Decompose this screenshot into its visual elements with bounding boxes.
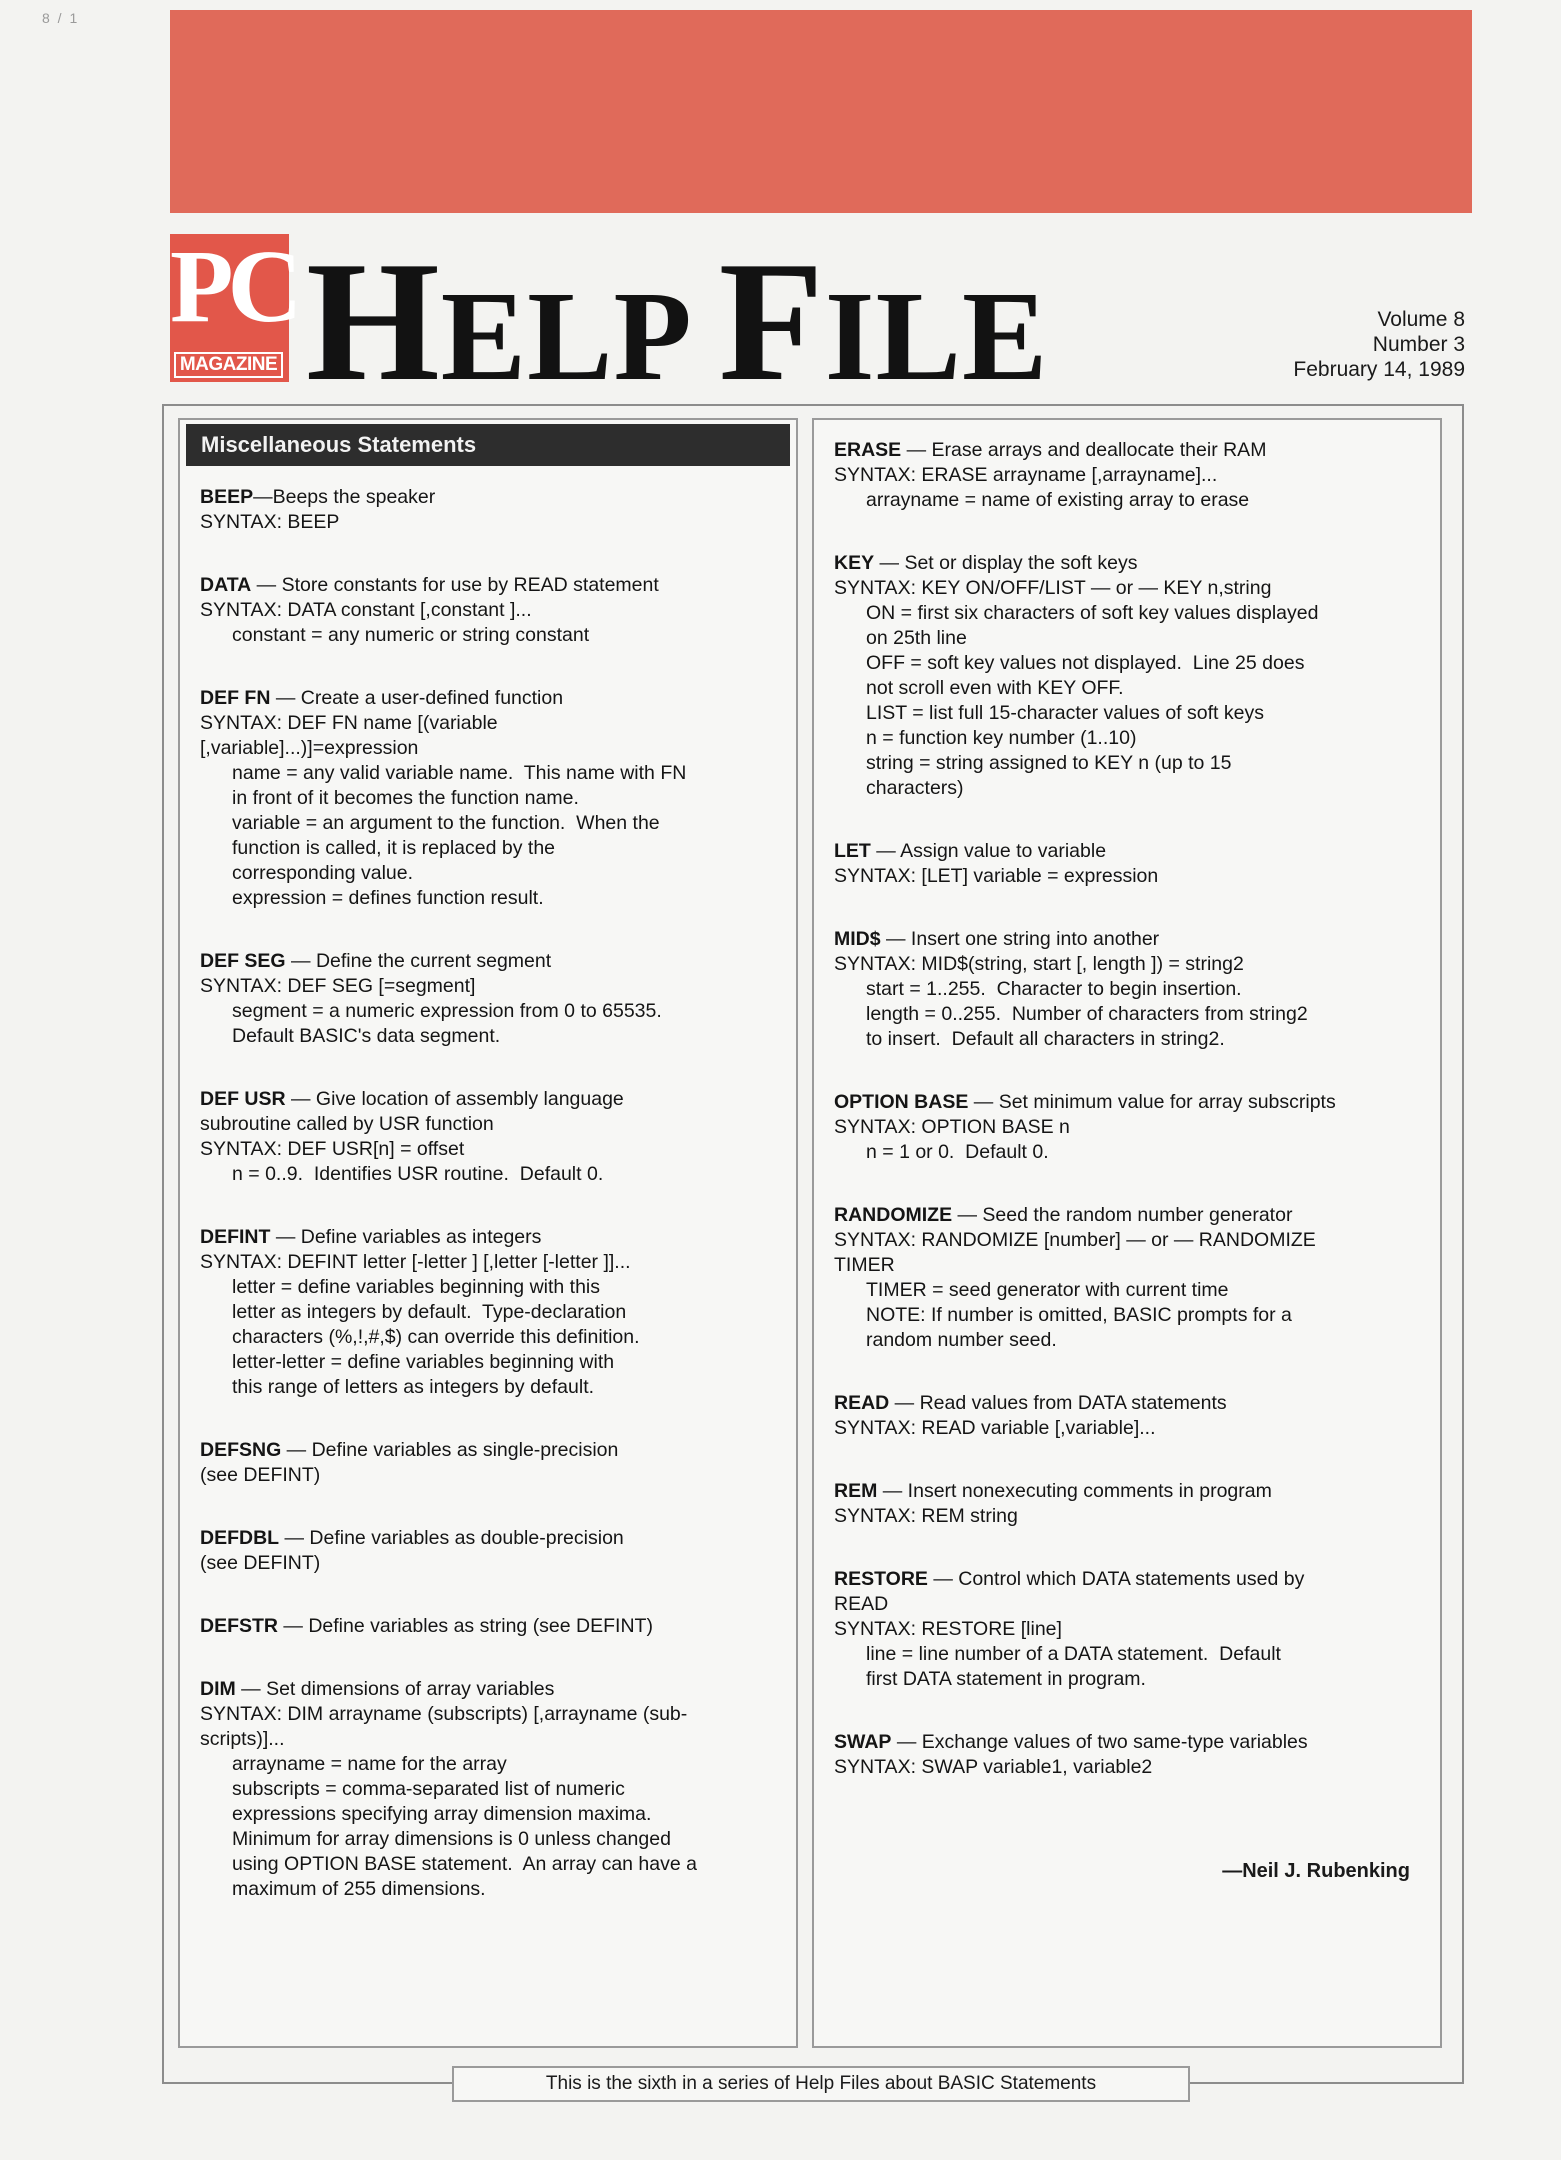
statement-text: SYNTAX: DATA constant [,constant ]... xyxy=(200,599,532,621)
entry-line xyxy=(200,598,790,623)
statement-text: — Set minimum value for array subscripts xyxy=(968,1091,1336,1113)
entry-detail-line xyxy=(200,786,790,811)
author-signature: —Neil J. Rubenking xyxy=(1222,1860,1410,1882)
statement-entry xyxy=(834,839,1424,889)
entry-detail-line xyxy=(200,1752,790,1777)
statement-entry xyxy=(834,927,1424,1052)
statement-text: characters) xyxy=(866,777,964,799)
issue-volume: Volume 8 xyxy=(1377,308,1465,331)
statement-entry xyxy=(834,1391,1424,1441)
statement-text: name = any valid variable name. This name with FN xyxy=(232,762,687,784)
statement-name: ERASE xyxy=(834,439,902,461)
entry-detail-line xyxy=(200,623,790,648)
title-h: H xyxy=(306,227,441,417)
statement-text: letter-letter = define variables beginning with xyxy=(232,1351,615,1373)
entry-detail-line xyxy=(200,1827,790,1852)
entry-line xyxy=(834,864,1424,889)
statement-entry xyxy=(200,1087,790,1187)
logo-magazine-text: MAGAZINE xyxy=(174,352,283,378)
entry-line xyxy=(834,551,1424,576)
statement-text: LIST = list full 15-character values of soft keys xyxy=(866,702,1264,724)
entry-detail-line xyxy=(834,626,1424,651)
statement-text: SYNTAX: DEF FN name [(variable xyxy=(200,712,498,734)
statement-entry xyxy=(200,1677,790,1902)
entry-detail-line xyxy=(200,1375,790,1400)
entry-detail-line xyxy=(200,1325,790,1350)
statement-name: DATA xyxy=(200,574,252,596)
statement-text: length = 0..255. Number of characters from string2 xyxy=(866,1003,1308,1025)
statement-name: BEEP xyxy=(200,486,254,508)
entry-line xyxy=(834,1592,1424,1617)
statement-entry xyxy=(200,1225,790,1400)
statement-name: RESTORE xyxy=(834,1568,928,1590)
statement-text: to insert. Default all characters in string2. xyxy=(866,1028,1225,1050)
statement-entry xyxy=(834,438,1424,513)
entry-line xyxy=(834,1755,1424,1780)
statement-text: — Define variables as double-precision xyxy=(279,1527,624,1549)
statement-name: DEF SEG xyxy=(200,950,286,972)
entry-line xyxy=(834,1228,1424,1253)
statement-name: RANDOMIZE xyxy=(834,1204,953,1226)
page-title xyxy=(306,227,1049,417)
statement-text: [,variable]...)]=expression xyxy=(200,737,419,759)
entry-detail-line xyxy=(200,1877,790,1902)
statement-name: DEF USR xyxy=(200,1088,286,1110)
statement-text: (see DEFINT) xyxy=(200,1552,321,1574)
entry-line xyxy=(834,1203,1424,1228)
statement-text: on 25th line xyxy=(866,627,967,649)
statement-entry xyxy=(200,485,790,535)
statement-text: SYNTAX: READ variable [,variable]... xyxy=(834,1417,1156,1439)
entry-detail-line xyxy=(834,1667,1424,1692)
statement-text: — Read values from DATA statements xyxy=(889,1392,1227,1414)
statement-name: MID$ xyxy=(834,928,881,950)
statement-text: expression = defines function result. xyxy=(232,887,544,909)
entry-line xyxy=(200,1250,790,1275)
entry-line xyxy=(834,1504,1424,1529)
issue-number: Number 3 xyxy=(1372,333,1465,356)
entry-detail-line xyxy=(834,1027,1424,1052)
entry-line xyxy=(200,485,790,510)
entry-line xyxy=(834,1115,1424,1140)
statement-text: — Define variables as string (see DEFINT) xyxy=(278,1615,653,1637)
entry-line xyxy=(834,1617,1424,1642)
statement-entry xyxy=(200,1438,790,1488)
statement-text: SYNTAX: OPTION BASE n xyxy=(834,1116,1070,1138)
entry-line xyxy=(200,736,790,761)
right-entries xyxy=(834,438,1424,1818)
statement-text: SYNTAX: KEY ON/OFF/LIST — or — KEY n,string xyxy=(834,577,1272,599)
entry-line xyxy=(834,1479,1424,1504)
entry-detail-line xyxy=(834,1278,1424,1303)
statement-name: READ xyxy=(834,1392,890,1414)
statement-name: DEFINT xyxy=(200,1226,271,1248)
entry-detail-line xyxy=(834,1642,1424,1667)
issue-info xyxy=(1293,307,1465,382)
entry-line xyxy=(200,1438,790,1463)
entry-line xyxy=(200,1677,790,1702)
statement-entry xyxy=(200,949,790,1049)
statement-text: — Create a user-defined function xyxy=(270,687,564,709)
entry-detail-line xyxy=(200,1024,790,1049)
statement-text: — Insert nonexecuting comments in program xyxy=(877,1480,1272,1502)
statement-text: subscripts = comma-separated list of numeric xyxy=(232,1778,625,1800)
statement-name: REM xyxy=(834,1480,878,1502)
statement-text: — Exchange values of two same-type variables xyxy=(891,1731,1308,1753)
pc-magazine-logo xyxy=(170,229,297,382)
statement-entry xyxy=(834,1730,1424,1780)
statement-text: n = 1 or 0. Default 0. xyxy=(866,1141,1049,1163)
statement-text: OFF = soft key values not displayed. Line 25 does xyxy=(866,652,1305,674)
statement-text: SYNTAX: RESTORE [line] xyxy=(834,1618,1062,1640)
section-header: Miscellaneous Statements xyxy=(186,424,790,466)
entry-line xyxy=(834,576,1424,601)
entry-detail-line xyxy=(200,1300,790,1325)
left-column xyxy=(178,418,798,2048)
right-column xyxy=(812,418,1442,2048)
statement-text: arrayname = name of existing array to erase xyxy=(866,489,1250,511)
entry-line xyxy=(834,927,1424,952)
entry-detail-line xyxy=(200,1802,790,1827)
statement-entry xyxy=(834,551,1424,801)
statement-text: first DATA statement in program. xyxy=(866,1668,1146,1690)
statement-text: Minimum for array dimensions is 0 unless changed xyxy=(232,1828,671,1850)
title-elp: ELP xyxy=(440,265,719,407)
title-ile: ILE xyxy=(824,265,1049,407)
statement-text: random number seed. xyxy=(866,1329,1057,1351)
entry-detail-line xyxy=(200,1275,790,1300)
entry-line xyxy=(200,1526,790,1551)
statement-text: line = line number of a DATA statement. Default xyxy=(866,1643,1281,1665)
entry-detail-line xyxy=(834,701,1424,726)
title-f: F xyxy=(718,227,825,417)
statement-text: characters (%,!,#,$) can override this definition. xyxy=(232,1326,640,1348)
entry-line xyxy=(834,438,1424,463)
statement-text: — Set dimensions of array variables xyxy=(235,1678,555,1700)
entry-detail-line xyxy=(834,488,1424,513)
statement-text: SYNTAX: RANDOMIZE [number] — or — RANDOMIZE xyxy=(834,1229,1316,1251)
statement-text: arrayname = name for the array xyxy=(232,1753,507,1775)
statement-text: scripts)]... xyxy=(200,1728,285,1750)
entry-line xyxy=(834,1253,1424,1278)
statement-name: OPTION BASE xyxy=(834,1091,969,1113)
statement-text: n = 0..9. Identifies USR routine. Default 0. xyxy=(232,1163,604,1185)
entry-line xyxy=(834,1391,1424,1416)
statement-text: READ xyxy=(834,1593,889,1615)
entry-line xyxy=(200,1463,790,1488)
statement-entry xyxy=(834,1567,1424,1692)
statement-text: SYNTAX: BEEP xyxy=(200,511,340,533)
statement-text: this range of letters as integers by default. xyxy=(232,1376,595,1398)
statement-text: TIMER = seed generator with current time xyxy=(866,1279,1229,1301)
statement-text: start = 1..255. Character to begin insertion. xyxy=(866,978,1242,1000)
entry-detail-line xyxy=(200,886,790,911)
statement-text: SYNTAX: SWAP variable1, variable2 xyxy=(834,1756,1153,1778)
statement-text: SYNTAX: REM string xyxy=(834,1505,1018,1527)
statement-text: subroutine called by USR function xyxy=(200,1113,494,1135)
entry-line xyxy=(834,463,1424,488)
statement-text: — Set or display the soft keys xyxy=(874,552,1138,574)
statement-text: SYNTAX: [LET] variable = expression xyxy=(834,865,1159,887)
statement-text: expressions specifying array dimension maxima. xyxy=(232,1803,652,1825)
entry-detail-line xyxy=(834,776,1424,801)
entry-detail-line xyxy=(834,1303,1424,1328)
entry-line xyxy=(200,1225,790,1250)
logo-pc-text: PC xyxy=(170,229,297,344)
issue-date: February 14, 1989 xyxy=(1293,358,1465,381)
statement-name: DEF FN xyxy=(200,687,271,709)
entry-line xyxy=(834,1090,1424,1115)
statement-text: — Define variables as single-precision xyxy=(281,1439,619,1461)
statement-text: segment = a numeric expression from 0 to 65535. xyxy=(232,1000,662,1022)
entry-detail-line xyxy=(834,601,1424,626)
entry-detail-line xyxy=(834,676,1424,701)
entry-detail-line xyxy=(834,726,1424,751)
statement-text: constant = any numeric or string constant xyxy=(232,624,590,646)
entry-line xyxy=(200,1112,790,1137)
entry-line xyxy=(200,1702,790,1727)
entry-line xyxy=(200,974,790,999)
entry-detail-line xyxy=(834,1002,1424,1027)
statement-text: — Control which DATA statements used by xyxy=(927,1568,1305,1590)
statement-entry xyxy=(834,1203,1424,1353)
statement-text: letter as integers by default. Type-declaration xyxy=(232,1301,627,1323)
entry-detail-line xyxy=(200,836,790,861)
statement-entry xyxy=(200,573,790,648)
statement-text: — Assign value to variable xyxy=(870,840,1107,862)
statement-text: Default BASIC's data segment. xyxy=(232,1025,501,1047)
statement-text: not scroll even with KEY OFF. xyxy=(866,677,1124,699)
statement-text: ON = first six characters of soft key values displayed xyxy=(866,602,1319,624)
statement-text: in front of it becomes the function name. xyxy=(232,787,579,809)
entry-line xyxy=(200,1614,790,1639)
entry-line xyxy=(834,1567,1424,1592)
red-banner xyxy=(170,10,1472,213)
entry-line xyxy=(200,949,790,974)
entry-detail-line xyxy=(200,999,790,1024)
entry-line xyxy=(200,686,790,711)
statement-text: corresponding value. xyxy=(232,862,414,884)
statement-text: variable = an argument to the function. When the xyxy=(232,812,660,834)
statement-entry xyxy=(200,1526,790,1576)
statement-name: DEFDBL xyxy=(200,1527,280,1549)
statement-text: — Erase arrays and deallocate their RAM xyxy=(901,439,1267,461)
statement-text: — Store constants for use by READ statement xyxy=(251,574,659,596)
statement-text: SYNTAX: MID$(string, start [, length ]) = string2 xyxy=(834,953,1244,975)
footer-note: This is the sixth in a series of Help Files about BASIC Statements xyxy=(452,2066,1190,2102)
statement-text: — Insert one string into another xyxy=(880,928,1160,950)
statement-name: DIM xyxy=(200,1678,236,1700)
entry-line xyxy=(200,711,790,736)
statement-text: — Define the current segment xyxy=(285,950,552,972)
entry-line xyxy=(200,1727,790,1752)
statement-text: SYNTAX: DEF SEG [=segment] xyxy=(200,975,476,997)
statement-name: DEFSNG xyxy=(200,1439,282,1461)
entry-detail-line xyxy=(200,1777,790,1802)
corner-mark: 8 / 1 xyxy=(42,10,80,26)
statement-text: SYNTAX: DEF USR[n] = offset xyxy=(200,1138,465,1160)
entry-detail-line xyxy=(200,811,790,836)
entry-line xyxy=(200,573,790,598)
statement-name: DEFSTR xyxy=(200,1615,278,1637)
statement-text: maximum of 255 dimensions. xyxy=(232,1878,486,1900)
statement-text: — Seed the random number generator xyxy=(952,1204,1293,1226)
entry-detail-line xyxy=(834,1140,1424,1165)
statement-text: — Define variables as integers xyxy=(270,1226,542,1248)
statement-name: KEY xyxy=(834,552,875,574)
entry-line xyxy=(200,1137,790,1162)
entry-line xyxy=(834,1730,1424,1755)
statement-entry xyxy=(834,1090,1424,1165)
statement-text: SYNTAX: DEFINT letter [-letter ] [,letter [-letter ]]... xyxy=(200,1251,631,1273)
entry-detail-line xyxy=(200,1350,790,1375)
statement-entry xyxy=(834,1479,1424,1529)
statement-name: SWAP xyxy=(834,1731,892,1753)
statement-entry xyxy=(200,686,790,911)
entry-detail-line xyxy=(834,651,1424,676)
statement-name: LET xyxy=(834,840,871,862)
statement-text: SYNTAX: DIM arrayname (subscripts) [,arrayname (sub- xyxy=(200,1703,688,1725)
entry-line xyxy=(200,1551,790,1576)
statement-text: — Give location of assembly language xyxy=(285,1088,624,1110)
statement-text: —Beeps the speaker xyxy=(253,486,436,508)
statement-text: string = string assigned to KEY n (up to 15 xyxy=(866,752,1232,774)
entry-line xyxy=(834,952,1424,977)
statement-text: function is called, it is replaced by the xyxy=(232,837,556,859)
statement-text: SYNTAX: ERASE arrayname [,arrayname]... xyxy=(834,464,1218,486)
entry-detail-line xyxy=(200,861,790,886)
entry-line xyxy=(200,510,790,535)
statement-entry xyxy=(200,1614,790,1639)
left-entries xyxy=(200,485,790,1940)
statement-text: using OPTION BASE statement. An array can have a xyxy=(232,1853,697,1875)
entry-detail-line xyxy=(834,751,1424,776)
entry-detail-line xyxy=(200,761,790,786)
entry-detail-line xyxy=(200,1852,790,1877)
statement-text: NOTE: If number is omitted, BASIC prompts for a xyxy=(866,1304,1292,1326)
entry-line xyxy=(200,1087,790,1112)
entry-line xyxy=(834,1416,1424,1441)
statement-text: (see DEFINT) xyxy=(200,1464,321,1486)
entry-detail-line xyxy=(834,1328,1424,1353)
statement-text: n = function key number (1..10) xyxy=(866,727,1137,749)
entry-detail-line xyxy=(200,1162,790,1187)
entry-detail-line xyxy=(834,977,1424,1002)
statement-text: TIMER xyxy=(834,1254,895,1276)
statement-text: letter = define variables beginning with this xyxy=(232,1276,601,1298)
entry-line xyxy=(834,839,1424,864)
